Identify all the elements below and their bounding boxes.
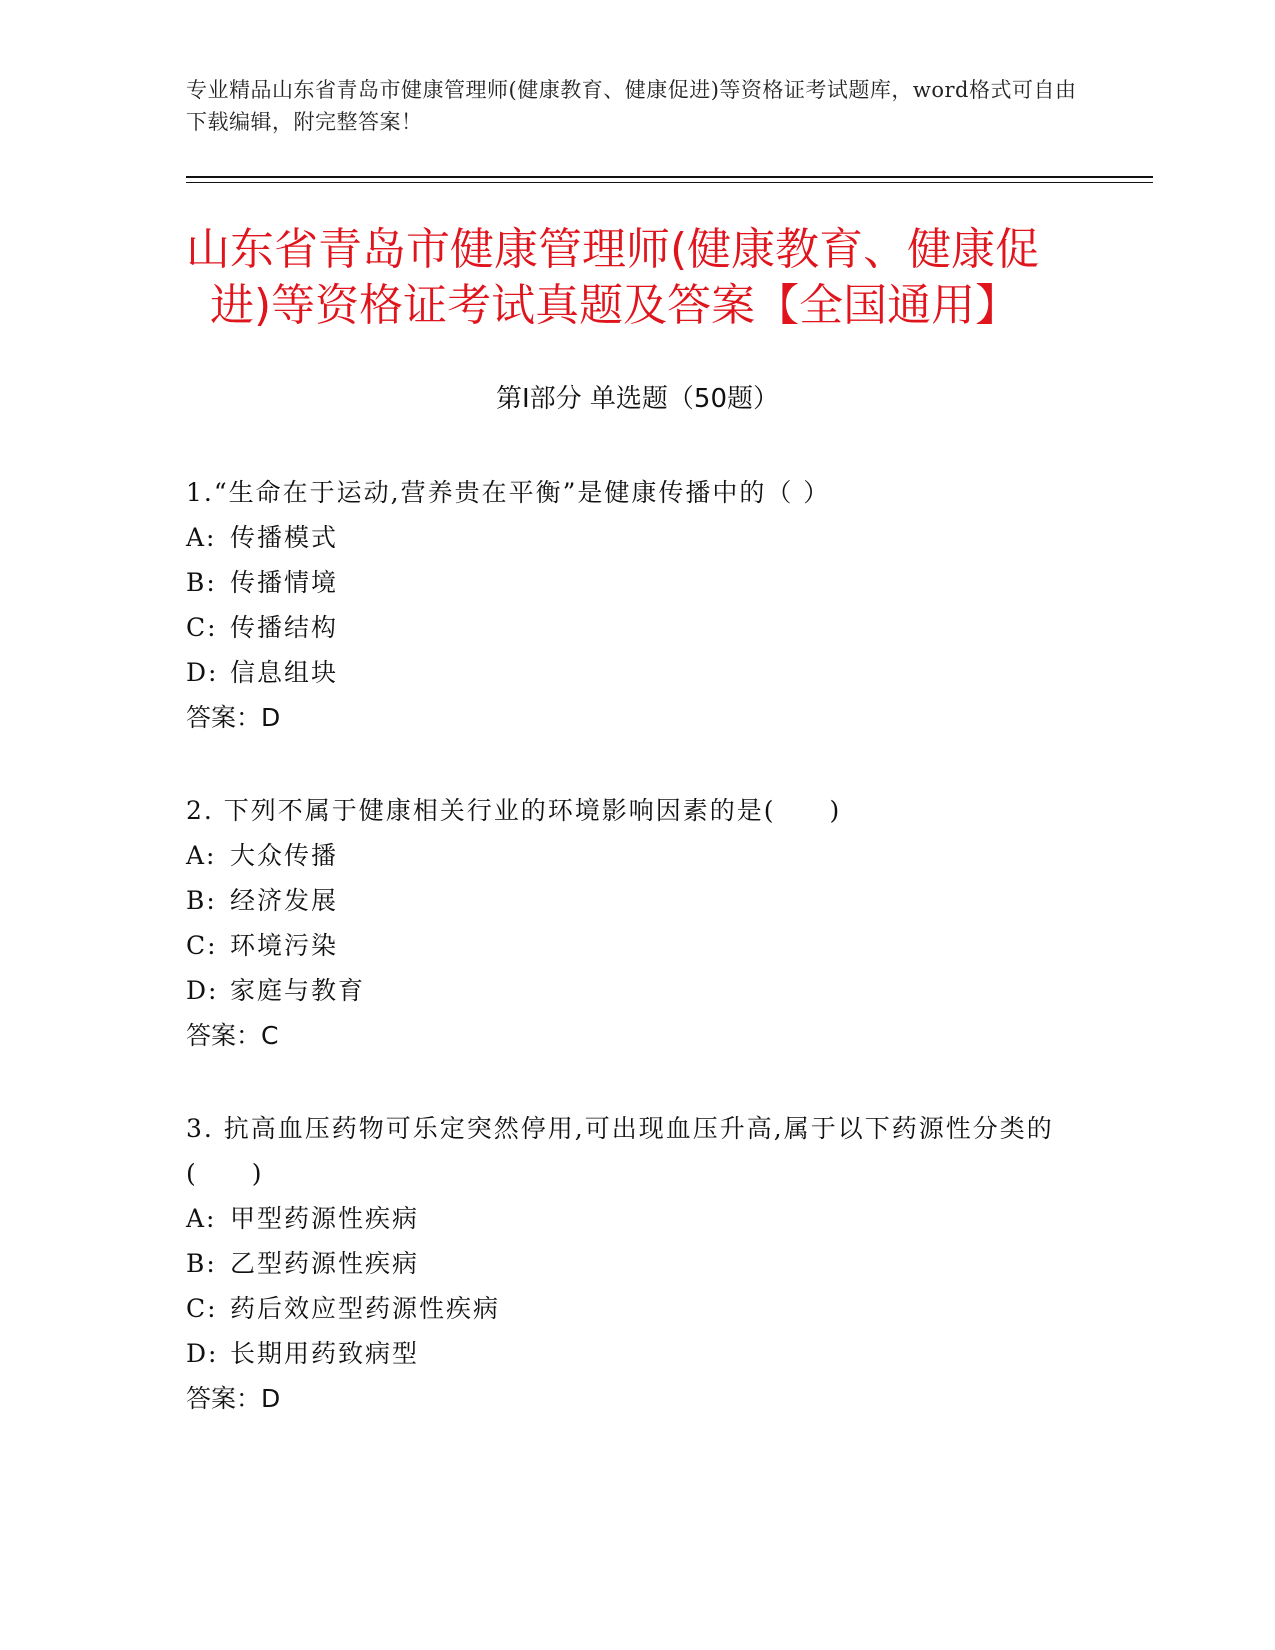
option-letter: A: [186, 523, 217, 552]
question-item [186, 470, 1086, 740]
header-divider-thick [186, 176, 1153, 178]
option-b [186, 878, 1086, 923]
answer-line: 答案：C [186, 1021, 279, 1050]
option-text: 经济发展 [230, 886, 339, 915]
option-c [186, 605, 1086, 650]
question-item [186, 788, 1086, 1058]
section-heading: 第Ⅰ部分 单选题（50题） [495, 384, 780, 414]
option-letter: A: [186, 841, 217, 870]
option-text: 药后效应型药源性疾病 [230, 1294, 501, 1323]
option-text: 传播结构 [230, 613, 339, 642]
answer-line: 答案：D [186, 703, 281, 732]
question-stem: 2. 下列不属于健康相关行业的环境影响因素的是( ) [186, 796, 842, 825]
question-stem: 1.“生命在于运动,营养贵在平衡”是健康传播中的（ ） [186, 478, 831, 507]
document-title-line-2: 进)等资格证考试真题及答案【全国通用】 [210, 280, 1020, 331]
option-letter: C: [186, 1294, 218, 1323]
option-c [186, 1286, 1086, 1331]
question-item [186, 1106, 1086, 1421]
option-c [186, 923, 1086, 968]
option-a [186, 515, 1086, 560]
option-text: 环境污染 [230, 931, 339, 960]
option-a [186, 1196, 1086, 1241]
option-letter: D: [186, 1339, 219, 1368]
option-letter: D: [186, 976, 219, 1005]
option-letter: C: [186, 613, 218, 642]
question-list [186, 470, 1086, 1469]
option-letter: B: [186, 1249, 217, 1278]
document-title [186, 222, 1086, 334]
answer-line: 答案：D [186, 1384, 281, 1413]
option-text: 信息组块 [230, 658, 339, 687]
option-text: 家庭与教育 [230, 976, 366, 1005]
option-letter: A: [186, 1204, 217, 1233]
option-letter: B: [186, 886, 217, 915]
header-note: 专业精品山东省青岛市健康管理师(健康教育、健康促进)等资格证考试题库，word格式可自由下载编辑，附完整答案！ [186, 78, 1077, 134]
document-title-line-1: 山东省青岛市健康管理师(健康教育、健康促 [186, 224, 1040, 275]
option-text: 大众传播 [230, 841, 339, 870]
option-b [186, 1241, 1086, 1286]
option-d [186, 1331, 1086, 1376]
option-text: 甲型药源性疾病 [230, 1204, 420, 1233]
option-letter: D: [186, 658, 219, 687]
option-text: 乙型药源性疾病 [230, 1249, 420, 1278]
option-text: 传播模式 [230, 523, 339, 552]
option-text: 长期用药致病型 [230, 1339, 420, 1368]
option-a [186, 833, 1086, 878]
option-letter: B: [186, 568, 217, 597]
option-text: 传播情境 [230, 568, 339, 597]
header-divider-thin [186, 182, 1153, 183]
option-d [186, 650, 1086, 695]
option-d [186, 968, 1086, 1013]
option-letter: C: [186, 931, 218, 960]
option-b [186, 560, 1086, 605]
question-stem: 3. 抗高血压药物可乐定突然停用,可出现血压升高,属于以下药源性分类的( ) [186, 1114, 1054, 1188]
